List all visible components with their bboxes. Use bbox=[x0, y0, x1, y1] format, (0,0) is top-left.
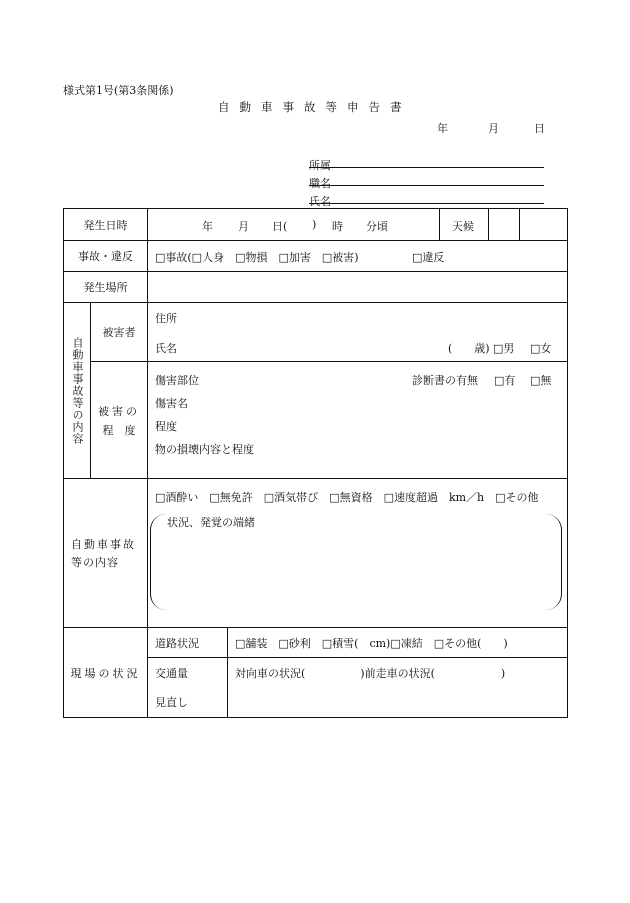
car-accident-content-vlabel bbox=[64, 303, 91, 479]
row-victim bbox=[64, 303, 568, 362]
occ-close-paren: ) bbox=[312, 218, 317, 231]
row-occurrence bbox=[64, 209, 568, 241]
damage-label-line2: 程 度 bbox=[102, 423, 136, 437]
property-damage-label: 物の損壊内容と程度 bbox=[155, 443, 254, 456]
row-site-road bbox=[64, 628, 568, 658]
weather-value-cell[interactable] bbox=[520, 209, 568, 241]
weather-divider bbox=[439, 208, 440, 240]
victim-address-label: 住所 bbox=[155, 312, 177, 325]
name-label: 氏名 bbox=[309, 195, 331, 208]
diagnosis-yes-checkbox[interactable]: □有 bbox=[494, 374, 516, 387]
victim-name-label: 氏名 bbox=[155, 342, 177, 355]
location-value-cell[interactable] bbox=[148, 272, 568, 303]
occ-year: 年 bbox=[202, 220, 213, 233]
row-damage bbox=[64, 362, 568, 479]
visibility-value-cell[interactable] bbox=[228, 688, 568, 718]
victim-label: 被害者 bbox=[91, 303, 148, 362]
injury-name-label: 傷害名 bbox=[155, 397, 188, 410]
position-label: 職名 bbox=[309, 177, 331, 190]
date-month: 月 bbox=[488, 122, 499, 135]
occ-hour: 時 bbox=[332, 220, 343, 233]
victim-male-checkbox[interactable]: □男 bbox=[493, 342, 515, 355]
damage-label-line1: 被害の bbox=[98, 404, 140, 418]
details-label-cell bbox=[64, 479, 148, 628]
visibility-label: 見直し bbox=[148, 688, 228, 718]
accident-violation-cell[interactable] bbox=[148, 241, 568, 272]
victim-cell[interactable] bbox=[148, 303, 568, 362]
site-label: 現場の状況 bbox=[64, 628, 148, 718]
accident-violation-label: 事故・違反 bbox=[64, 241, 148, 272]
traffic-text[interactable]: 対向車の状況( )前走車の状況( ) bbox=[228, 658, 568, 688]
car-accident-content-label: 自動車事故等の内容 bbox=[71, 336, 84, 445]
weather-value-divider bbox=[488, 208, 489, 240]
details-label-line2: 等の内容 bbox=[71, 556, 119, 569]
accident-report-table bbox=[63, 208, 568, 718]
violation-checkbox[interactable]: □違反 bbox=[412, 251, 445, 264]
road-label: 道路状況 bbox=[148, 628, 228, 658]
position-line[interactable] bbox=[309, 185, 544, 186]
victim-age: ( 歳) bbox=[448, 342, 490, 355]
affiliation-label: 所属 bbox=[309, 159, 331, 172]
diagnosis-no-checkbox[interactable]: □無 bbox=[530, 374, 552, 387]
degree-label: 程度 bbox=[155, 420, 177, 433]
occ-day: 日( bbox=[272, 220, 288, 233]
damage-cell[interactable] bbox=[148, 362, 568, 479]
row-location bbox=[64, 272, 568, 303]
details-checkboxes[interactable]: □酒酔い □無免許 □酒気帯び □無資格 □速度超過 km／h □その他 bbox=[155, 491, 539, 504]
row-accident-violation bbox=[64, 241, 568, 272]
situation-bracket bbox=[150, 514, 562, 610]
victim-female-checkbox[interactable]: □女 bbox=[530, 342, 552, 355]
weather-label: 天候 bbox=[452, 220, 474, 233]
injury-part-label: 傷害部位 bbox=[155, 374, 199, 387]
occ-minute: 分頃 bbox=[366, 220, 388, 233]
situation-label: 状況、発覚の端緒 bbox=[167, 516, 255, 529]
date-year: 年 bbox=[437, 122, 448, 135]
name-line[interactable] bbox=[309, 203, 544, 204]
damage-label-cell bbox=[91, 362, 148, 479]
affiliation-line[interactable] bbox=[309, 167, 544, 168]
occurrence-label: 発生日時 bbox=[64, 209, 148, 241]
accident-checkboxes[interactable]: □事故(□人身 □物損 □加害 □被害) bbox=[155, 251, 359, 264]
traffic-label: 交通量 bbox=[148, 658, 228, 688]
occ-month: 月 bbox=[238, 220, 249, 233]
road-options[interactable]: □舗装 □砂利 □積雪( cm)□凍結 □その他( ) bbox=[228, 628, 568, 658]
diagnosis-label: 診断書の有無 bbox=[412, 374, 478, 387]
location-label: 発生場所 bbox=[64, 272, 148, 303]
details-label-line1: 自動車事故 bbox=[71, 538, 136, 551]
form-number: 様式第1号(第3条関係) bbox=[63, 84, 174, 97]
occurrence-datetime-cell[interactable] bbox=[148, 209, 520, 241]
form-title: 自動車事故等申告書 bbox=[218, 100, 412, 114]
date-day: 日 bbox=[534, 122, 545, 135]
